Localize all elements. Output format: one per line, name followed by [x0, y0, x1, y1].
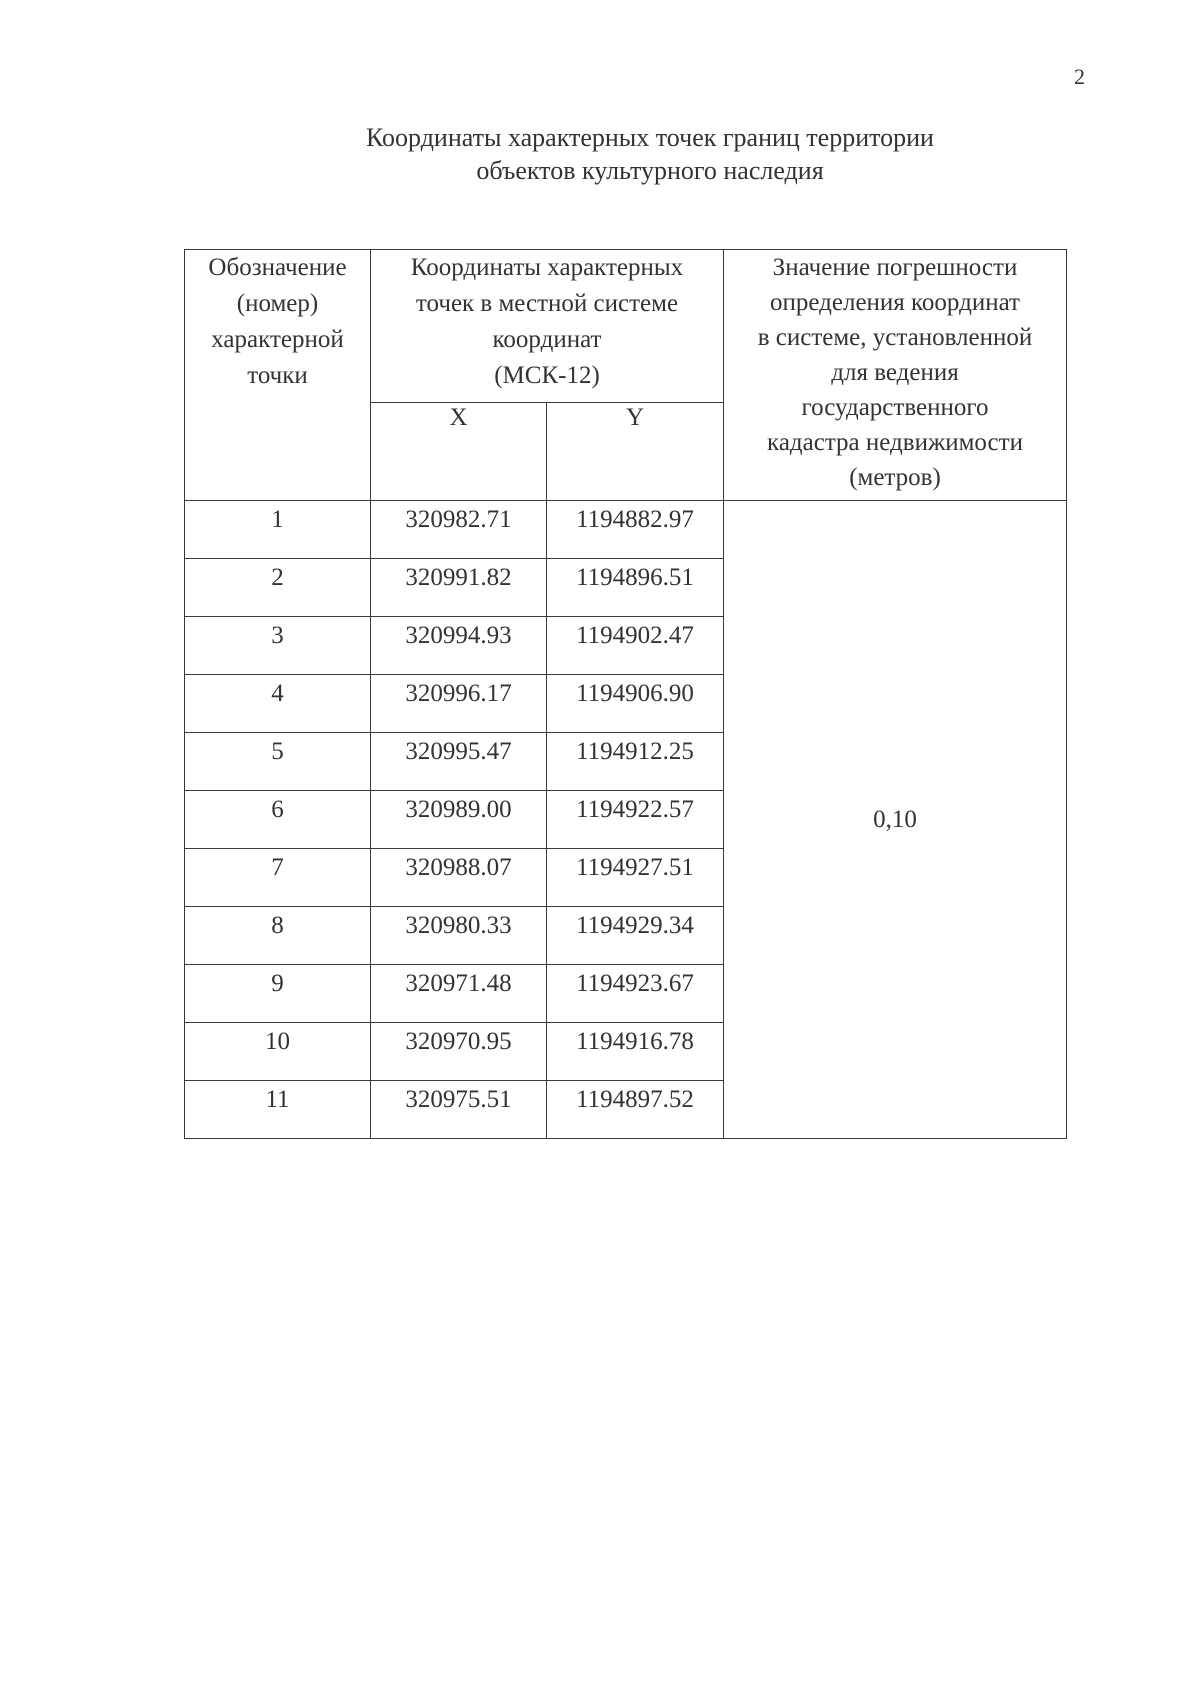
point-number-cell: 5 — [185, 733, 371, 791]
y-coordinate-cell: 1194897.52 — [547, 1081, 724, 1139]
header-coords-line-2: точек в местной системе — [415, 290, 679, 317]
coordinates-table — [184, 249, 1067, 1139]
x-coordinate-cell: 320994.93 — [371, 617, 547, 675]
header-y: Y — [547, 403, 724, 501]
y-coordinate-cell: 1194912.25 — [547, 733, 724, 791]
point-number-cell: 7 — [185, 849, 371, 907]
header-error-line-4: для ведения — [831, 359, 959, 386]
y-coordinate-cell: 1194916.78 — [547, 1023, 724, 1081]
header-coords-line-3: координат — [492, 326, 602, 353]
header-error-line-1: Значение погрешности — [772, 254, 1018, 281]
header-coordinates — [371, 250, 724, 403]
point-number-cell: 8 — [185, 907, 371, 965]
x-coordinate-cell: 320982.71 — [371, 501, 547, 559]
table-row — [185, 501, 1067, 559]
x-coordinate-cell: 320980.33 — [371, 907, 547, 965]
point-number-cell: 10 — [185, 1023, 371, 1081]
header-error-value — [724, 250, 1067, 501]
y-coordinate-cell: 1194927.51 — [547, 849, 724, 907]
header-point-line-1: Обозначение — [208, 254, 347, 281]
y-coordinate-cell: 1194923.67 — [547, 965, 724, 1023]
header-x: X — [371, 403, 547, 501]
page-number: 2 — [1074, 64, 1085, 89]
y-coordinate-cell: 1194929.34 — [547, 907, 724, 965]
title-line-2: объектов культурного наследия — [476, 156, 824, 185]
header-coords-line-4: (МСК-12) — [494, 362, 600, 389]
document-title — [250, 121, 1050, 187]
y-coordinate-cell: 1194922.57 — [547, 791, 724, 849]
x-coordinate-cell: 320989.00 — [371, 791, 547, 849]
header-point-line-3: характерной — [211, 326, 344, 353]
x-coordinate-cell: 320988.07 — [371, 849, 547, 907]
y-coordinate-cell: 1194906.90 — [547, 675, 724, 733]
x-coordinate-cell: 320991.82 — [371, 559, 547, 617]
x-coordinate-cell: 320996.17 — [371, 675, 547, 733]
header-coords-line-1: Координаты характерных — [410, 254, 684, 281]
error-value-cell: 0,10 — [724, 501, 1067, 1139]
y-coordinate-cell: 1194882.97 — [547, 501, 724, 559]
x-coordinate-cell: 320995.47 — [371, 733, 547, 791]
header-error-line-6: кадастра недвижимости — [767, 429, 1023, 456]
header-error-line-5: государственного — [801, 394, 989, 421]
y-coordinate-cell: 1194896.51 — [547, 559, 724, 617]
point-number-cell: 3 — [185, 617, 371, 675]
header-error-line-2: определения координат — [770, 289, 1020, 316]
point-number-cell: 6 — [185, 791, 371, 849]
y-coordinate-cell: 1194902.47 — [547, 617, 724, 675]
title-line-1: Координаты характерных точек границ территории — [366, 123, 934, 152]
point-number-cell: 9 — [185, 965, 371, 1023]
x-coordinate-cell: 320970.95 — [371, 1023, 547, 1081]
x-coordinate-cell: 320975.51 — [371, 1081, 547, 1139]
point-number-cell: 11 — [185, 1081, 371, 1139]
x-coordinate-cell: 320971.48 — [371, 965, 547, 1023]
point-number-cell: 1 — [185, 501, 371, 559]
header-error-line-7: (метров) — [849, 464, 941, 491]
header-point-line-2: (номер) — [236, 290, 319, 317]
header-point-designation — [185, 250, 371, 501]
header-point-line-4: точки — [247, 362, 308, 389]
point-number-cell: 2 — [185, 559, 371, 617]
point-number-cell: 4 — [185, 675, 371, 733]
header-error-line-3: в системе, установленной — [757, 324, 1033, 351]
